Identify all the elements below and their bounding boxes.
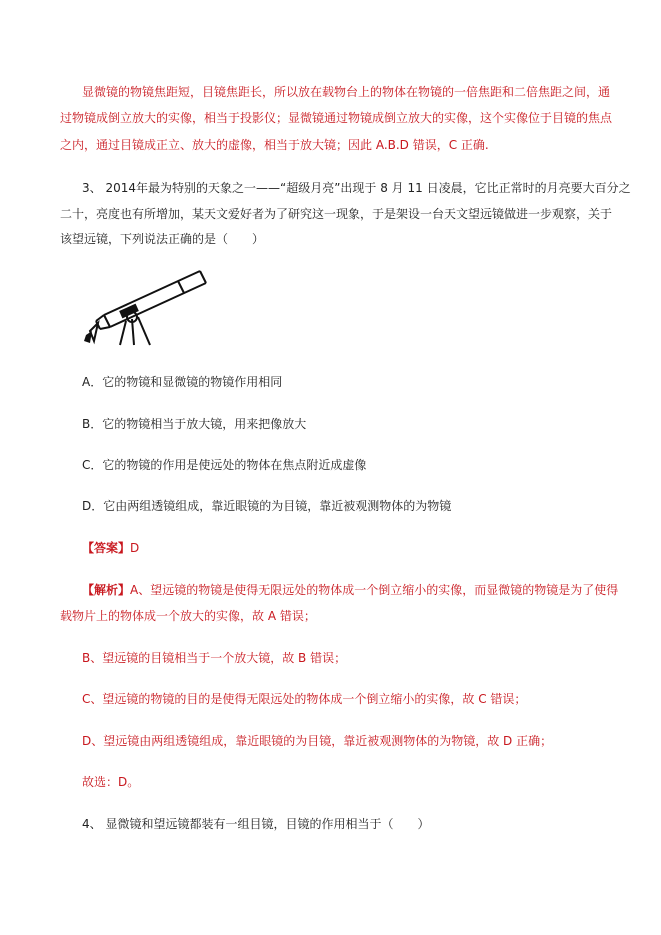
- question3-line-1: 3、 2014年最为特别的天象之一——“超级月亮”出现于 8 月 11 日凌晨，它比正常时的月亮要大百分之: [82, 181, 631, 195]
- analysis-line-3: B、望远镜的目镜相当于一个放大镜，故 B 错误；: [82, 651, 347, 665]
- telescope-illustration: [80, 265, 210, 355]
- question3-line-3: 该望远镜，下列说法正确的是（ ）: [60, 232, 265, 246]
- question3-line-2: 二十，亮度也有所增加，某天文爱好者为了研究这一现象，于是架设一台天文望远镜做进一步观察，关于: [60, 207, 613, 221]
- explanation-line-2: 过物镜成倒立放大的实像，相当于投影仪；显微镜通过物镜成倒立放大的实像，这个实像位于目镜的焦点: [60, 111, 613, 125]
- answer-value: D: [130, 541, 140, 555]
- analysis-line-1: [82, 582, 618, 598]
- analysis-line-4: C、望远镜的物镜的目的是使得无限远处的物体成一个倒立缩小的实像，故 C 错误；: [82, 692, 527, 706]
- analysis-tag: 【解析】: [82, 583, 131, 597]
- explanation-line-1: 显微镜的物镜焦距短，目镜焦距长，所以放在载物台上的物体在物镜的一倍焦距和二倍焦距之间，通: [82, 85, 611, 99]
- analysis-line-2: 载物片上的物体成一个放大的实像，故 A 错误；: [60, 609, 316, 623]
- analysis-line-6: 故选：D。: [82, 775, 140, 789]
- option-a: A．它的物镜和显微镜的物镜作用相同: [82, 375, 283, 389]
- answer-line: [82, 540, 139, 556]
- question4-line: 4、 显微镜和望远镜都装有一组目镜，目镜的作用相当于（ ）: [82, 817, 430, 831]
- answer-tag: 【答案】: [82, 541, 131, 555]
- analysis-line-5: D、望远镜由两组透镜组成，靠近眼镜的为目镜，靠近被观测物体的为物镜，故 D 正确；: [82, 734, 553, 748]
- option-b: B．它的物镜相当于放大镜，用来把像放大: [82, 417, 307, 431]
- analysis-text-1: A、望远镜的物镜是使得无限远处的物体成一个倒立缩小的实像，而显微镜的物镜是为了使得: [130, 583, 619, 597]
- option-c: C．它的物镜的作用是使远处的物体在焦点附近成虚像: [82, 458, 367, 472]
- explanation-line-3: 之内，通过目镜成正立、放大的虚像，相当于放大镜；因此 A.B.D 错误，C 正确.: [60, 138, 489, 152]
- option-d: D．它由两组透镜组成，靠近眼镜的为目镜，靠近被观测物体的为物镜: [82, 499, 452, 513]
